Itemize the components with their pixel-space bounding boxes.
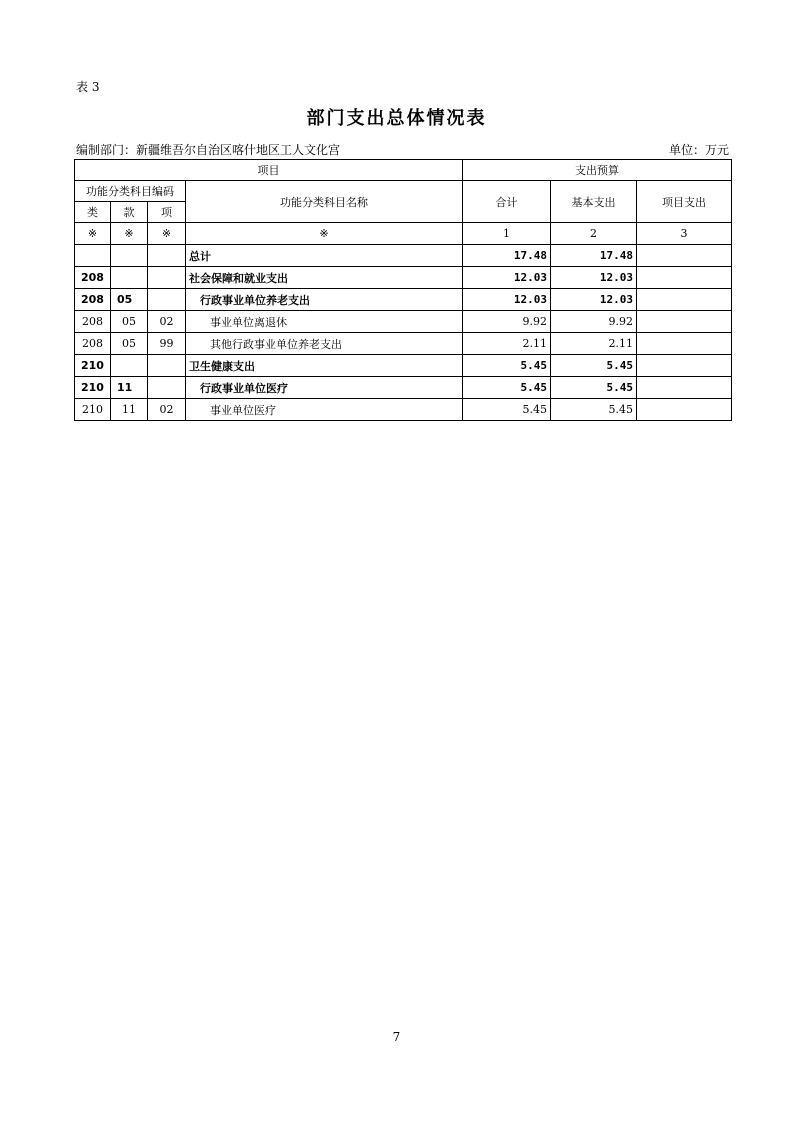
cell-name: 事业单位离退休 xyxy=(186,311,463,333)
expenditure-table xyxy=(74,159,732,421)
cell-total: 17.48 xyxy=(463,245,551,267)
page-number: 7 xyxy=(392,1030,401,1044)
table-row xyxy=(75,355,732,377)
cell-name: 卫生健康支出 xyxy=(186,355,463,377)
cell-kuan xyxy=(111,355,148,377)
cell-xiang: 02 xyxy=(148,399,186,421)
table-row-total xyxy=(75,245,732,267)
cell-kuan: 05 xyxy=(111,333,148,355)
mark-name: ※ xyxy=(186,223,463,245)
cell-project xyxy=(637,245,732,267)
table-row xyxy=(75,267,732,289)
cell-total: 12.03 xyxy=(463,267,551,289)
cell-lei: 208 xyxy=(75,289,111,311)
cell-project xyxy=(637,289,732,311)
mark-kuan: ※ xyxy=(111,223,148,245)
cell-kuan: 05 xyxy=(111,311,148,333)
header-project-expense: 项目支出 xyxy=(637,181,732,223)
cell-name: 其他行政事业单位养老支出 xyxy=(186,333,463,355)
cell-name: 行政事业单位医疗 xyxy=(186,377,463,399)
header-xiang: 项 xyxy=(148,202,186,223)
cell-project xyxy=(637,399,732,421)
cell-lei: 210 xyxy=(75,355,111,377)
cell-basic: 12.03 xyxy=(551,289,637,311)
cell-lei xyxy=(75,245,111,267)
header-project: 项目 xyxy=(75,160,463,181)
cell-total: 2.11 xyxy=(463,333,551,355)
cell-project xyxy=(637,333,732,355)
header-row-2 xyxy=(75,181,732,202)
cell-lei: 210 xyxy=(75,377,111,399)
page-title: 部门支出总体情况表 xyxy=(306,108,487,129)
header-basic: 基本支出 xyxy=(551,181,637,223)
header-code-group: 功能分类科目编码 xyxy=(75,181,186,202)
cell-project xyxy=(637,377,732,399)
header-total: 合计 xyxy=(463,181,551,223)
table-row xyxy=(75,399,732,421)
cell-basic: 5.45 xyxy=(551,399,637,421)
cell-total: 9.92 xyxy=(463,311,551,333)
cell-xiang: 02 xyxy=(148,311,186,333)
cell-kuan: 05 xyxy=(111,289,148,311)
cell-xiang xyxy=(148,377,186,399)
col-index-3: 3 xyxy=(637,223,732,245)
cell-basic: 17.48 xyxy=(551,245,637,267)
table-row xyxy=(75,311,732,333)
cell-kuan xyxy=(111,245,148,267)
cell-basic: 9.92 xyxy=(551,311,637,333)
cell-total: 5.45 xyxy=(463,377,551,399)
cell-kuan: 11 xyxy=(111,399,148,421)
mark-xiang: ※ xyxy=(148,223,186,245)
cell-xiang xyxy=(148,267,186,289)
cell-name: 行政事业单位养老支出 xyxy=(186,289,463,311)
cell-project xyxy=(637,267,732,289)
cell-lei: 208 xyxy=(75,311,111,333)
cell-project xyxy=(637,311,732,333)
cell-xiang xyxy=(148,355,186,377)
unit-label: 单位：万元 xyxy=(668,143,729,157)
cell-name: 事业单位医疗 xyxy=(186,399,463,421)
cell-total: 5.45 xyxy=(463,399,551,421)
header-lei: 类 xyxy=(75,202,111,223)
header-kuan: 款 xyxy=(111,202,148,223)
header-row-1 xyxy=(75,160,732,181)
cell-total: 12.03 xyxy=(463,289,551,311)
header-item-name: 功能分类科目名称 xyxy=(186,181,463,223)
cell-basic: 5.45 xyxy=(551,355,637,377)
cell-name: 总计 xyxy=(186,245,463,267)
table-row xyxy=(75,377,732,399)
header-budget: 支出预算 xyxy=(463,160,732,181)
cell-project xyxy=(637,355,732,377)
cell-lei: 208 xyxy=(75,267,111,289)
mark-lei: ※ xyxy=(75,223,111,245)
cell-name: 社会保障和就业支出 xyxy=(186,267,463,289)
table-number: 表 3 xyxy=(76,80,100,94)
cell-lei: 210 xyxy=(75,399,111,421)
cell-basic: 2.11 xyxy=(551,333,637,355)
col-index-1: 1 xyxy=(463,223,551,245)
table-row xyxy=(75,333,732,355)
cell-basic: 12.03 xyxy=(551,267,637,289)
cell-xiang xyxy=(148,289,186,311)
department-label: 编制部门：新疆维吾尔自治区喀什地区工人文化宫 xyxy=(76,143,341,157)
cell-basic: 5.45 xyxy=(551,377,637,399)
cell-total: 5.45 xyxy=(463,355,551,377)
cell-kuan: 11 xyxy=(111,377,148,399)
cell-lei: 208 xyxy=(75,333,111,355)
header-row-index xyxy=(75,223,732,245)
cell-kuan xyxy=(111,267,148,289)
table-row xyxy=(75,289,732,311)
cell-xiang xyxy=(148,245,186,267)
col-index-2: 2 xyxy=(551,223,637,245)
cell-xiang: 99 xyxy=(148,333,186,355)
